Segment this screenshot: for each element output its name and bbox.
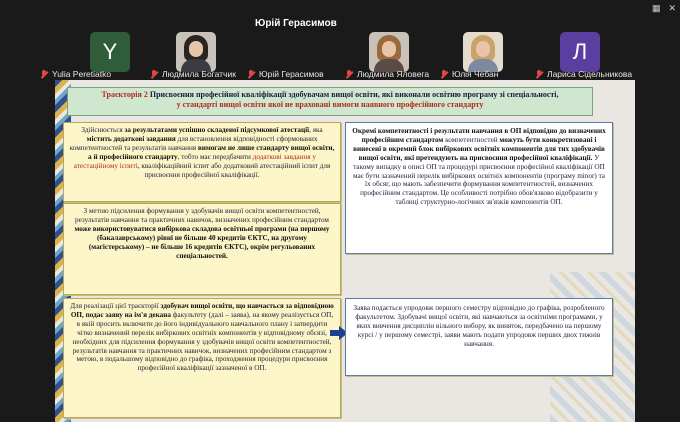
participant-name: [40, 69, 111, 79]
text-bold: Окремі компетентності і результати навчання в ОП відповідно до визначених професійним стандартом: [352, 127, 606, 144]
participant-name-text: Юлія Чебан: [452, 69, 499, 79]
participant-name: [150, 69, 236, 79]
participant-name-text: Лариса Сідельникова: [547, 69, 633, 79]
content-box-attestation: [63, 122, 341, 202]
text: факультету (далі – заява), на якому реалізується ОП, в якій просить включити до його індивідуального навчального плану і затвердити чітко визначений перелік вибіркових освітніх компонентів у відповідному обсязі, необхідних для підсилення формування у здобувачів вищої освіти компетентностей, результатів навчання та практичних навичок, визначених професійним стандартом з метою, в подальшому відповідно до графіка, проходження процедури присвоєння професійної кваліфікації зазначеної в ОП.: [72, 310, 334, 373]
trajectory-label: Траєкторія 2: [101, 90, 148, 99]
participant-tile[interactable]: [345, 28, 440, 80]
text: Заява подається упродовж першого семестру відповідно до графіка, розробленого факультетом. Здобувачі вищої освіти, які навчаються за освітніми програмами, у яких вивчення дисциплін вільного вибору, як виняток, передбачено на першому курсі / у першому семестрі, заяви мають подати упродовж перших двох тижнів навчання.: [353, 304, 605, 348]
text: компетентностей: [443, 135, 500, 144]
text: З метою підсилення формування у здобувачів вищої освіти компетентностей, результатів навчання та практичних навичок, визначених професійним стандартом: [75, 207, 329, 224]
avatar: [560, 32, 600, 72]
participant-name-text: Людмила Яловега: [357, 69, 430, 79]
participant-name-text: Yulia Peretiatko: [52, 69, 112, 79]
text: У такому випадку в описі ОП та процедурі присвоєння професійної кваліфікації ОП має бути зазначений перелік вибіркових освітніх компонентів (програму minor) та їх обсяг, що мають забезпечити формування компетентностей, визначених професійним стандартом. Це особливості потрібно обов'язково відобразити у таблиці структурно-логічних зв'язків компонентів ОП.: [352, 153, 605, 207]
text-bold: містить додаткові завдання: [86, 134, 176, 143]
text-highlight: додаткові завдання у атестаційному іспиті: [73, 152, 316, 170]
avatar: [90, 32, 130, 72]
muted-mic-icon: [535, 70, 544, 79]
text: для встановлення відповідності сформованих компетентностей та результатів навчання: [69, 134, 318, 152]
participant-tile[interactable]: [440, 28, 530, 80]
muted-mic-icon: [150, 70, 159, 79]
text-bold: можуть бути конкретизовані і винесені в окремий блок вибіркових освітніх компонентів для тих здобувачів вищої освіти, які претендують на присвоєння професійної кваліфікації.: [353, 135, 605, 162]
participant-name: [440, 69, 498, 79]
participant-tile[interactable]: [535, 28, 675, 80]
content-box-deadline: [345, 298, 613, 376]
participant-name-text: Юрій Герасимов: [259, 69, 324, 79]
slide-header: [67, 87, 593, 116]
text: , тобто має передбачити: [177, 152, 253, 161]
shared-slide: [55, 80, 635, 422]
text: Для реалізації цієї траєкторії: [70, 302, 161, 310]
text: , кваліфікаційний іспит або додатковий атестаційний іспит для присвоєння професійної кваліфікації.: [137, 161, 331, 179]
window-controls: [652, 3, 676, 13]
header-subtitle: у стандарті вищої освіти якої не враховані вимоги наявного професійного стандарту: [176, 100, 484, 109]
avatar: [176, 32, 216, 72]
participants-strip: [0, 28, 680, 80]
muted-mic-icon: [440, 70, 449, 79]
close-icon[interactable]: ✕: [668, 3, 676, 13]
text: , яка: [309, 126, 323, 134]
participant-tile[interactable]: [150, 28, 245, 80]
text-bold: вимогам не лише стандарту вищої освіти, а й професійного стандарту: [88, 143, 335, 161]
text-bold: може використовуватися вибіркова складова освітньої програми (на першому (бакалаврському) рівні не більше 40 кредитів ЄКТС, на другому (магістерському) – не більше 16 кредитів ЄКТС), окрім регульованих спеціальностей.: [74, 224, 330, 260]
muted-mic-icon: [345, 70, 354, 79]
participant-name: [535, 69, 632, 79]
avatar-initial: Л: [572, 39, 588, 64]
content-box-competences: [345, 122, 613, 254]
active-speaker-name: Юрій Герасимов: [255, 18, 337, 29]
participant-tile[interactable]: [40, 28, 130, 80]
text-bold: здобувач вищої освіти, що навчається за відповідною ОП, подає заяву на ім'я декана: [70, 302, 334, 319]
avatar: [369, 32, 409, 72]
avatar: [463, 32, 503, 72]
content-box-elective: [63, 203, 341, 295]
grid-view-icon[interactable]: ▦: [651, 3, 661, 13]
participant-name-text: Людмила Богатчик: [162, 69, 236, 79]
participant-name: [247, 69, 324, 79]
participant-name: [345, 69, 429, 79]
muted-mic-icon: [40, 70, 49, 79]
content-box-application: [63, 298, 341, 418]
text: Здійснюється: [81, 126, 125, 134]
text-bold: за результатами успішно складеної підсумкової атестації: [124, 126, 310, 134]
muted-mic-icon: [247, 70, 256, 79]
avatar-initial: Y: [102, 39, 118, 64]
header-title: Присвоєння професійної кваліфікації здобувачам вищої освіти, які виконали освітню програму зі спеціальності,: [149, 90, 559, 99]
participant-tile[interactable]: [247, 28, 347, 80]
